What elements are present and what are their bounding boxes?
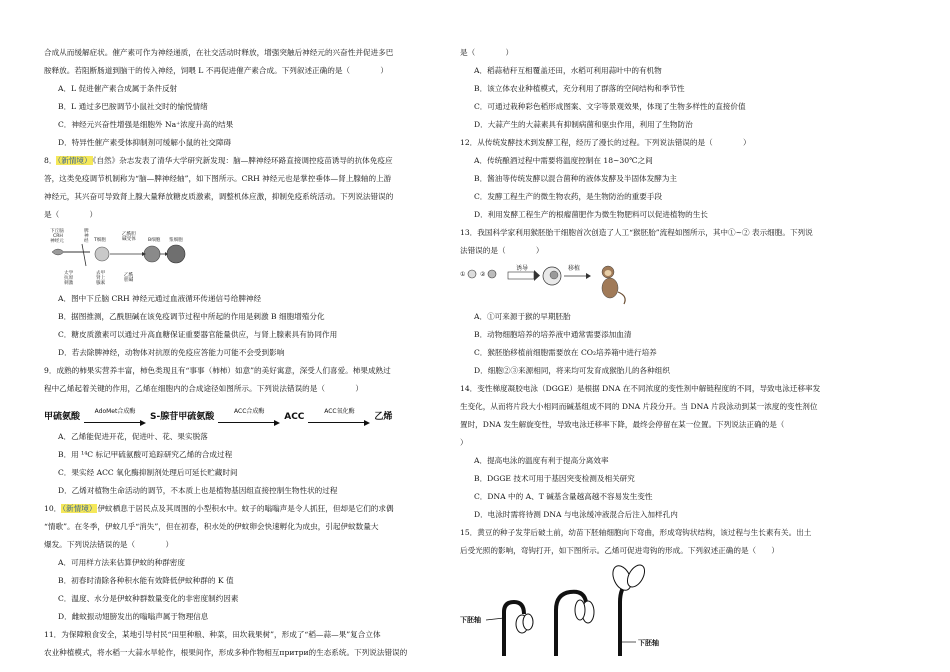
q13-stem-line-2: 法错误的是（ ）: [460, 246, 544, 255]
q14-number: 14．: [460, 384, 478, 393]
ach-receptor-1: 乙酰胆: [122, 232, 136, 237]
q14-stem-line-4: ）: [460, 438, 468, 447]
q10-number: 10．: [44, 504, 62, 513]
crh-label-1: 下丘脑: [50, 229, 64, 234]
q10-option-c: C．温度、水分是伊蚊种群数量变化的非密度制约因素: [58, 594, 239, 603]
q13-stem-line-1: 13．我国科学家利用猴胚胎干细胞首次创造了人工“猴胚胎”流程如图所示，其中①~② 表示细胞。下列说: [460, 228, 813, 237]
induce-arrow-box: [508, 272, 534, 279]
pathway-arrow-2: [218, 408, 280, 426]
pathway-arrow-3: [308, 408, 370, 426]
q14-option-d: D．电泳时需将待测 DNA 与电泳缓冲液混合后注入加样孔内: [474, 510, 678, 519]
q8-number: 8．: [44, 156, 57, 165]
q7-option-c: C．神经元兴奋性增强是细胞外 Na⁺浓度升高的结果: [58, 120, 234, 129]
q8-stem-line-1: 8．（新情境）《自然》杂志发表了清华大学研究新发现：脑—脾神经环路直接调控疫苗诱导的抗体免疫应: [44, 156, 393, 165]
right-column: [460, 44, 860, 664]
q14-stem-line-3: 置时，DNA 发生解旋变性，导致电泳迁移率下降，最终会停留在某一位置。下列说法正确的是（: [460, 420, 785, 429]
monkey-embryo-figure: [460, 262, 860, 306]
monkey-embryo-diagram: [460, 262, 640, 306]
q12-option-a: A．传统酿酒过程中需要将温度控制在 18~30℃之间: [474, 156, 653, 165]
q9-option-b: B．用 ¹⁴C 标记甲硫氨酸可追踪研究乙烯的合成过程: [58, 450, 233, 459]
q8-option-c: C．糖皮质激素可以通过升高血糖保证重要器官能量供应，与肾上腺素具有协同作用: [58, 330, 338, 339]
enzyme-2-label: ACC合成酶: [234, 408, 265, 415]
antigen-2: 抗原: [64, 276, 74, 281]
cell-circle-2-label: ②: [480, 271, 486, 278]
enzyme-3-label: ACC氧化酶: [324, 408, 355, 415]
q11-continuation: 是（ ）: [460, 48, 514, 57]
q8-option-d: D．若去除脾神经，动物体对抗原的免疫应答能力可能不会受到影响: [58, 348, 285, 357]
q10-option-a: A．可用样方法来估算伊蚊的种群密度: [58, 558, 185, 567]
crh-label-2: CRH: [53, 234, 63, 239]
q8-stem-line-2: 答，这类免疫调节机制称为“脑—脾神经轴”，如下图所示。CRH 神经元也是掌控垂体—肾上腺轴的上游: [44, 174, 392, 183]
ethylene-pathway: [44, 400, 442, 426]
q8-stem-line-3: 神经元，其兴奋可导致肾上腺大量释放糖皮质激素，调整机体应激，抑制免疫系统活动。下列说法错误的: [44, 192, 394, 201]
q11-stem-line-2: 农业种植模式，将水稻一大蒜水旱轮作，根果间作，形成多种作物相互притри的生态系统。下列说法错误的: [44, 648, 408, 657]
embryo-inner-shape: [550, 271, 558, 279]
crh-neuron-shape: [52, 249, 64, 255]
q13-number: 13．: [460, 228, 478, 237]
pathway-substrate-3: ACC: [284, 412, 305, 422]
q12-option-c: C．发酵工程生产的微生物农药，是生物防治的重要手段: [474, 192, 663, 201]
intro-line-1: 合成从而缓解症状。催产素可作为神经递质，在社交活动时释放，增强突触后神经元的兴奋性并促进多巴: [44, 48, 394, 57]
q9-stem-line-2: 程中乙烯起着关键的作用，乙烯在细胞内的合成途径如图所示。下列说法错误的是（ ）: [44, 384, 363, 393]
monkey-icon: [602, 266, 625, 304]
q9-option-a: A．乙烯能促进开花，促进叶、花、果实脱落: [58, 432, 208, 441]
pathway-arrow-1: [84, 408, 146, 426]
q8-tag: （新情境）: [57, 156, 92, 165]
pathway-product: 乙烯: [374, 412, 393, 422]
ne-3: 腺素: [96, 281, 106, 286]
hypocotyl-pointer-left: [486, 618, 504, 620]
q10-stem-line-3: 爆发。下列说法错误的是（ ）: [44, 540, 174, 549]
q12-option-b: B．酱油等传统发酵以混合菌种的液体发酵及半固体发酵为主: [474, 174, 678, 183]
t-cell-label: T细胞: [94, 238, 106, 243]
q10-stem-line-1: 10．（新情境）伊蚊栖息于居民点及其周围的小型积水中。蚊子的嗡嗡声是令人抓狂，但却是它们的求偶: [44, 504, 394, 513]
induce-label: 诱导: [516, 265, 529, 272]
plasma-cell-shape: [167, 245, 185, 263]
ach-receptor-2: 碱受体: [122, 237, 136, 242]
crh-label-3: 神经元: [50, 239, 64, 244]
hypocotyl-label-left: 下胚轴: [460, 616, 481, 624]
q7-option-b: B．L 通过多巴胺调节小鼠社交时的愉悦情绪: [58, 102, 208, 111]
induce-arrow-head: [534, 270, 540, 281]
pathway-substrate-1: 甲硫氨酸: [44, 412, 81, 422]
ach-release-2: 胆碱: [124, 278, 134, 283]
q11-number: 11．: [44, 630, 62, 639]
seedling-opening: [556, 592, 594, 656]
q12-stem: 12．从传统发酵技术到发酵工程，经历了漫长的过程。下列说法错误的是（ ）: [460, 138, 751, 147]
q8-option-b: B．据图推测，乙酰胆碱在该免疫调节过程中所起的作用是刺激 B 细胞增殖分化: [58, 312, 325, 321]
antigen-3: 刺激: [64, 281, 74, 286]
q10-option-d: D．雌蚊振动翅膀发出的嗡嗡声属于物理信息: [58, 612, 209, 621]
q7-option-a: A．L 促进催产素合成属于条件反射: [58, 84, 178, 93]
brain-spleen-figure: [44, 226, 442, 288]
antigen-1: 太学: [64, 271, 74, 276]
q15-stem-line-1: 15．黄豆的种子发芽后破土前，幼苗下胚轴细胞向下弯曲，形成弯钩状结构，该过程与生长素有关。出土: [460, 528, 812, 537]
spleen-nerve-fiber: [82, 244, 86, 266]
pathway-substrate-2: S-腺苷甲硫氨酸: [150, 412, 215, 422]
q9-option-c: C．果实经 ACC 氧化酶抑制剂处理后可延长贮藏时间: [58, 468, 238, 477]
seedling-hooked: [504, 602, 533, 656]
q14-stem-line-2: 生变化，从而将片段大小相同而碱基组成不同的 DNA 片段分开。当 DNA 片段泳动到某一浓度的变性剂位: [460, 402, 818, 411]
t-cell-shape: [95, 247, 109, 261]
q11-option-b: B．该立体农业种植模式，充分利用了群落的空间结构和季节性: [474, 84, 685, 93]
ne-1: 去甲: [96, 271, 106, 276]
transplant-arrow-head: [586, 273, 591, 279]
intro-line-2: 胺释放。若阻断肠道到脑干的传入神经，饲喂 L 不再促进催产素合成。下列叙述正确的是（ ）: [44, 66, 388, 75]
q14-option-b: B．DGGE 技术可用于基因突变检测及相关研究: [474, 474, 635, 483]
q9-option-d: D．乙烯对植物生命活动的调节，不本质上也是植物基因组直接控制生物性状的过程: [58, 486, 338, 495]
spleen-nerve-2: 神: [84, 234, 89, 239]
plasma-cell-label: 浆细胞: [169, 238, 183, 243]
cell-2-shape: [488, 270, 496, 278]
cell-circle-1-label: ①: [460, 271, 466, 278]
q14-option-a: A．提高电泳的温度有利于提高分离效率: [474, 456, 609, 465]
q10-tag: （新情境）: [62, 504, 97, 513]
q15-number: 15．: [460, 528, 478, 537]
b-cell-label: B细胞: [148, 238, 161, 243]
transplant-label: 移植: [568, 265, 581, 272]
q15-stem-line-2: 后受光照的影响，弯钩打开，如下图所示。乙烯可促进弯钩的形成。下列叙述正确的是（ ）: [460, 546, 779, 555]
hypocotyl-hook-diagram: [460, 562, 680, 662]
hypocotyl-label-right: 下胚轴: [638, 639, 659, 647]
ne-2: 肾上: [96, 276, 106, 281]
q13-option-a: A．①可来源于猴的早期胚胎: [474, 312, 571, 321]
q12-option-d: D．利用发酵工程生产的根瘤菌肥作为微生物肥料可以促进植物的生长: [474, 210, 708, 219]
ach-release-1: 乙酰: [124, 273, 134, 278]
q11-option-a: A．稻蒜秸秆互相覆盖还田，水稻可利用蒜叶中的有机物: [474, 66, 662, 75]
q9-stem-line-1: 9．成熟的柿果实营养丰富，柿色类现且有“事事（柿柿）如意”的美好寓意，深受人们喜爱。柿果成熟过: [44, 366, 391, 375]
q8-stem-line-4: 是（ ）: [44, 210, 98, 219]
q8-option-a: A．图中下丘脑 CRH 神经元通过血液循环传递信号给脾神经: [58, 294, 262, 303]
hypocotyl-hook-figure: [460, 562, 860, 662]
q10-option-b: B．初春时清除各种积水能有效降低伊蚊种群的 K 值: [58, 576, 234, 585]
q11-stem-line-1: 11．为保障粮食安全，某地引导村民“田里种粮、种菜，田坎栽果树”，形成了“稻—蒜—果”复合立体: [44, 630, 381, 639]
q13-option-b: B．动物细胞培养的培养液中通常需要添加血清: [474, 330, 632, 339]
q11-option-c: C．可通过栽种彩色稻形成图案、文字等景观效果，体现了生物多样性的直接价值: [474, 102, 746, 111]
q13-option-c: C．猴胚胎移植前细胞需要放在 CO₂培养箱中进行培养: [474, 348, 657, 357]
cell-1-shape: [468, 270, 476, 278]
q10-stem-line-2: “情歌”。在冬季，伊蚊几乎“消失”，但在初春，积水处的伊蚊卵会快速孵化为成虫，引起伊蚊数量大: [44, 522, 379, 531]
q11-option-d: D．大蒜产生的大蒜素具有抑制病菌和驱虫作用，利用了生物防治: [474, 120, 693, 129]
spleen-nerve-1: 脾: [84, 229, 89, 234]
brain-spleen-diagram: [44, 226, 244, 288]
q9-number: 9．: [44, 366, 57, 375]
left-column: [44, 44, 442, 662]
enzyme-1-label: AdoMet合成酶: [94, 408, 136, 415]
b-cell-shape: [144, 246, 160, 262]
q12-number: 12．: [460, 138, 478, 147]
q13-option-d: D．细胞②③来源相同，将来均可发育成猴胎儿的各种组织: [474, 366, 670, 375]
spleen-nerve-3: 经: [84, 239, 89, 244]
q14-option-c: C．DNA 中的 A、T 碱基含量越高越不容易发生变性: [474, 492, 653, 501]
q7-option-d: D．特异性催产素受体抑制剂可缓解小鼠的社交障碍: [58, 138, 232, 147]
q14-stem-line-1: 14．变性梯度凝胶电泳（DGGE）是根据 DNA 在不同浓度的变性剂中解链程度的不同，导致电泳迁移率发: [460, 384, 821, 393]
